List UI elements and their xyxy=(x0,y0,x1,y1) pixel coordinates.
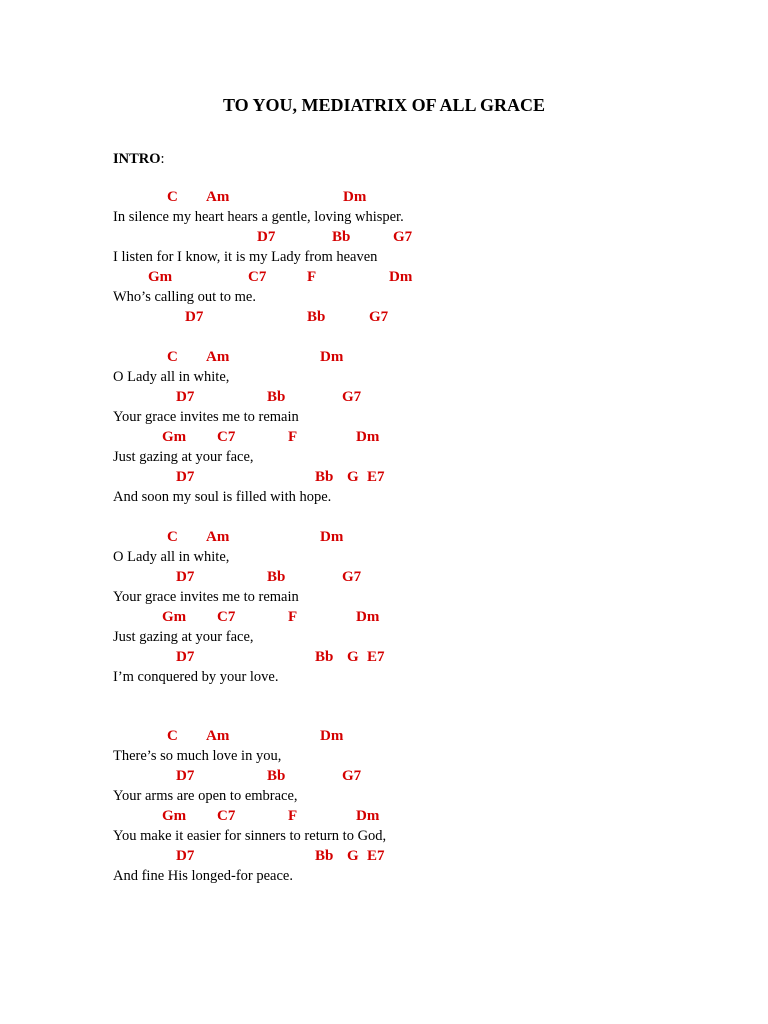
chord: Am xyxy=(206,349,230,365)
lyric-line: Your grace invites me to remain xyxy=(113,589,299,605)
chord: F xyxy=(288,808,298,824)
lyric-line: You make it easier for sinners to return to God, xyxy=(113,828,387,844)
chord: F xyxy=(288,429,298,445)
chord: G xyxy=(347,469,359,485)
chord: G7 xyxy=(342,768,362,784)
chord: E7 xyxy=(367,649,385,665)
chord: D7 xyxy=(176,768,195,784)
chord: Gm xyxy=(148,269,173,285)
chord: Bb xyxy=(315,649,334,665)
lyric-line: Your grace invites me to remain xyxy=(113,409,299,425)
chord: Dm xyxy=(356,808,380,824)
intro-label: INTRO xyxy=(113,151,161,167)
chord: Dm xyxy=(320,529,344,545)
lyric-line: I listen for I know, it is my Lady from heaven xyxy=(113,249,378,265)
chord: Bb xyxy=(332,229,351,245)
chord: D7 xyxy=(176,569,195,585)
lyric-line: Just gazing at your face, xyxy=(113,449,254,465)
chord: C xyxy=(167,728,178,744)
lyric-line: I’m conquered by your love. xyxy=(113,669,279,685)
chord: Dm xyxy=(343,189,367,205)
chord: Am xyxy=(206,189,230,205)
chord: E7 xyxy=(367,848,385,864)
chord: D7 xyxy=(176,848,195,864)
chord: C7 xyxy=(217,609,236,625)
lyric-line: Your arms are open to embrace, xyxy=(113,788,298,804)
lyric-line: And soon my soul is filled with hope. xyxy=(113,489,332,505)
chord: G7 xyxy=(393,229,413,245)
chord: Bb xyxy=(267,389,286,405)
chord: C xyxy=(167,349,178,365)
chord: Am xyxy=(206,529,230,545)
chord: Gm xyxy=(162,808,187,824)
page-title: TO YOU, MEDIATRIX OF ALL GRACE xyxy=(222,95,546,115)
chord: F xyxy=(307,269,317,285)
lyric-line: And fine His longed-for peace. xyxy=(113,868,293,884)
chord: G7 xyxy=(342,389,362,405)
lyric-line: There’s so much love in you, xyxy=(113,748,282,764)
intro-colon: : xyxy=(160,151,165,167)
lyric-line: O Lady all in white, xyxy=(113,369,230,385)
intro-heading xyxy=(113,151,165,168)
chord: Dm xyxy=(356,429,380,445)
chord: D7 xyxy=(185,309,204,325)
chord: G7 xyxy=(342,569,362,585)
chord: Dm xyxy=(356,609,380,625)
chord: Dm xyxy=(320,349,344,365)
chord: Gm xyxy=(162,609,187,625)
chord: Am xyxy=(206,728,230,744)
chord: Bb xyxy=(267,569,286,585)
chord: G xyxy=(347,649,359,665)
chord: Bb xyxy=(307,309,326,325)
chord: D7 xyxy=(176,389,195,405)
lyric-line: In silence my heart hears a gentle, loving whisper. xyxy=(113,209,404,225)
lyric-line: Just gazing at your face, xyxy=(113,629,254,645)
chord: C7 xyxy=(217,429,236,445)
chord: C xyxy=(167,189,178,205)
chord: D7 xyxy=(176,469,195,485)
chord: G7 xyxy=(369,309,389,325)
chord: G xyxy=(347,848,359,864)
chord: Gm xyxy=(162,429,187,445)
chord: Bb xyxy=(267,768,286,784)
chord: C xyxy=(167,529,178,545)
chord: Dm xyxy=(389,269,413,285)
lyric-line: Who’s calling out to me. xyxy=(113,289,256,305)
chord: D7 xyxy=(176,649,195,665)
chord: D7 xyxy=(257,229,276,245)
chord: Bb xyxy=(315,469,334,485)
chord: C7 xyxy=(217,808,236,824)
chord: Dm xyxy=(320,728,344,744)
chord: C7 xyxy=(248,269,267,285)
lyric-line: O Lady all in white, xyxy=(113,549,230,565)
chord: F xyxy=(288,609,298,625)
chord: E7 xyxy=(367,469,385,485)
chord: Bb xyxy=(315,848,334,864)
